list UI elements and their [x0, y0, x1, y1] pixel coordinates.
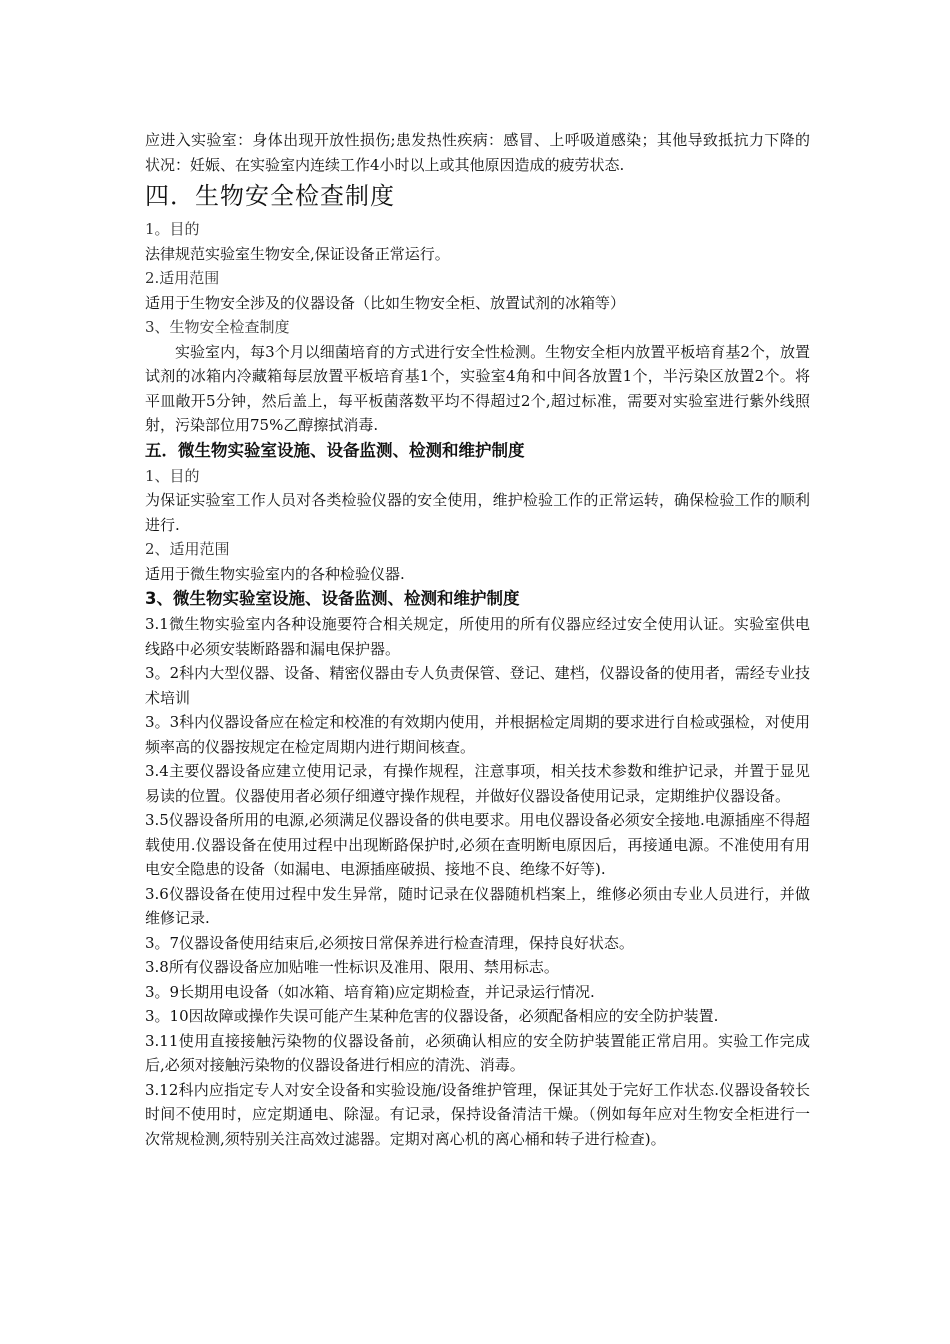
document-body: [145, 128, 810, 1151]
s4-rule-label: 3、生物安全检查制度: [145, 318, 290, 336]
s5-scope-text: 适用于微生物实验室内的各种检验仪器.: [145, 564, 405, 583]
rule-3-12: 3.12科内应指定专人对安全设备和实验设施/设备维护管理，保证其处于完好工作状态.仪器设备较长时间不使用时，应定期通电、除湿。有记录，保持设备清洁干燥。（例如每年应对生物安全柜进行一次常规检测,须特别关注高效过滤器。定期对离心机的离心桶和转子进行检查)。: [145, 1080, 810, 1148]
section-4-heading: 四．生物安全检查制度: [145, 182, 395, 210]
rule-3-5: 3.5仪器设备所用的电源,必须满足仪器设备的供电要求。用电仪器设备必须安全接地.电源插座不得超载使用.仪器设备在使用过程中出现断路保护时,必须在查明断电原因后，再接通电源。不准使用有用电安全隐患的设备（如漏电、电源插座破损、接地不良、绝缘不好等).: [145, 811, 810, 878]
intro-paragraph: 应进入实验室：身体出现开放性损伤;患发热性疾病：感冒、上呼吸道感染；其他导致抵抗力下降的状况：妊娠、在实验室内连续工作4小时以上或其他原因造成的疲劳状态.: [145, 131, 810, 174]
s4-rule-text: 实验室内，每3个月以细菌培育的方式进行安全性检测。生物安全柜内放置平板培育基2个，放置试剂的冰箱内冷藏箱每层放置平板培育基1个，实验室4角和中间各放置1个，半污染区放置2个。将平皿敞开5分钟，然后盖上，每平板菌落数平均不得超过2个,超过标准，需要对实验室进行紫外线照射，污染部位用75%乙醇擦拭消毒.: [145, 342, 810, 434]
s4-scope-label: 2.适用范围: [145, 269, 220, 287]
rule-3-4: 3.4主要仪器设备应建立使用记录，有操作规程，注意事项，相关技术参数和维护记录，并置于显见易读的位置。仪器使用者必须仔细遵守操作规程，并做好仪器设备使用记录，定期维护仪器设备。: [145, 762, 810, 805]
section-5-heading: 五．微生物实验室设施、设备监测、检测和维护制度: [145, 440, 525, 460]
rule-3-9: 3。9长期用电设备（如冰箱、培育箱)应定期检查，并记录运行情况.: [145, 982, 595, 1001]
rule-3-11: 3.11使用直接接触污染物的仪器设备前，必须确认相应的安全防护装置能正常启用。实验工作完成后,必须对接触污染物的仪器设备进行相应的清洗、消毒。: [145, 1031, 810, 1074]
s4-purpose-label: 1。目的: [145, 220, 200, 238]
rule-3-7: 3。7仪器设备使用结束后,必须按日常保养进行检查清理，保持良好状态。: [145, 933, 634, 952]
rule-3-1: 3.1微生物实验室内各种设施要符合相关规定，所使用的所有仪器应经过安全使用认证。实验室供电线路中必须安装断路器和漏电保护器。: [145, 615, 810, 658]
rule-3-2: 3。2科内大型仪器、设备、精密仪器由专人负责保管、登记、建档，仪器设备的使用者，需经专业技术培训: [145, 664, 810, 707]
s5-rule-heading: 3、微生物实验室设施、设备监测、检测和维护制度: [145, 589, 520, 608]
s4-scope-text: 适用于生物安全涉及的仪器设备（比如生物安全柜、放置试剂的冰箱等）: [145, 293, 626, 312]
s5-purpose-label: 1、目的: [145, 466, 200, 485]
rule-3-6: 3.6仪器设备在使用过程中发生异常，随时记录在仪器随机档案上，维修必须由专业人员进行，并做维修记录.: [145, 884, 810, 927]
rule-3-3: 3。3科内仪器设备应在检定和校准的有效期内使用，并根据检定周期的要求进行自检或强检，对使用频率高的仪器按规定在检定周期内进行期间核查。: [145, 713, 810, 756]
s5-purpose-text: 为保证实验室工作人员对各类检验仪器的安全使用，维护检验工作的正常运转，确保检验工作的顺利进行.: [145, 491, 810, 534]
s5-scope-label: 2、适用范围: [145, 540, 230, 558]
rule-3-8: 3.8所有仪器设备应加贴唯一性标识及准用、限用、禁用标志。: [145, 958, 559, 976]
s4-purpose-text: 法律规范实验室生物安全,保证设备正常运行。: [145, 244, 450, 263]
rule-3-10: 3。10因故障或操作失误可能产生某种危害的仪器设备，必须配备相应的安全防护装置.: [145, 1007, 719, 1025]
